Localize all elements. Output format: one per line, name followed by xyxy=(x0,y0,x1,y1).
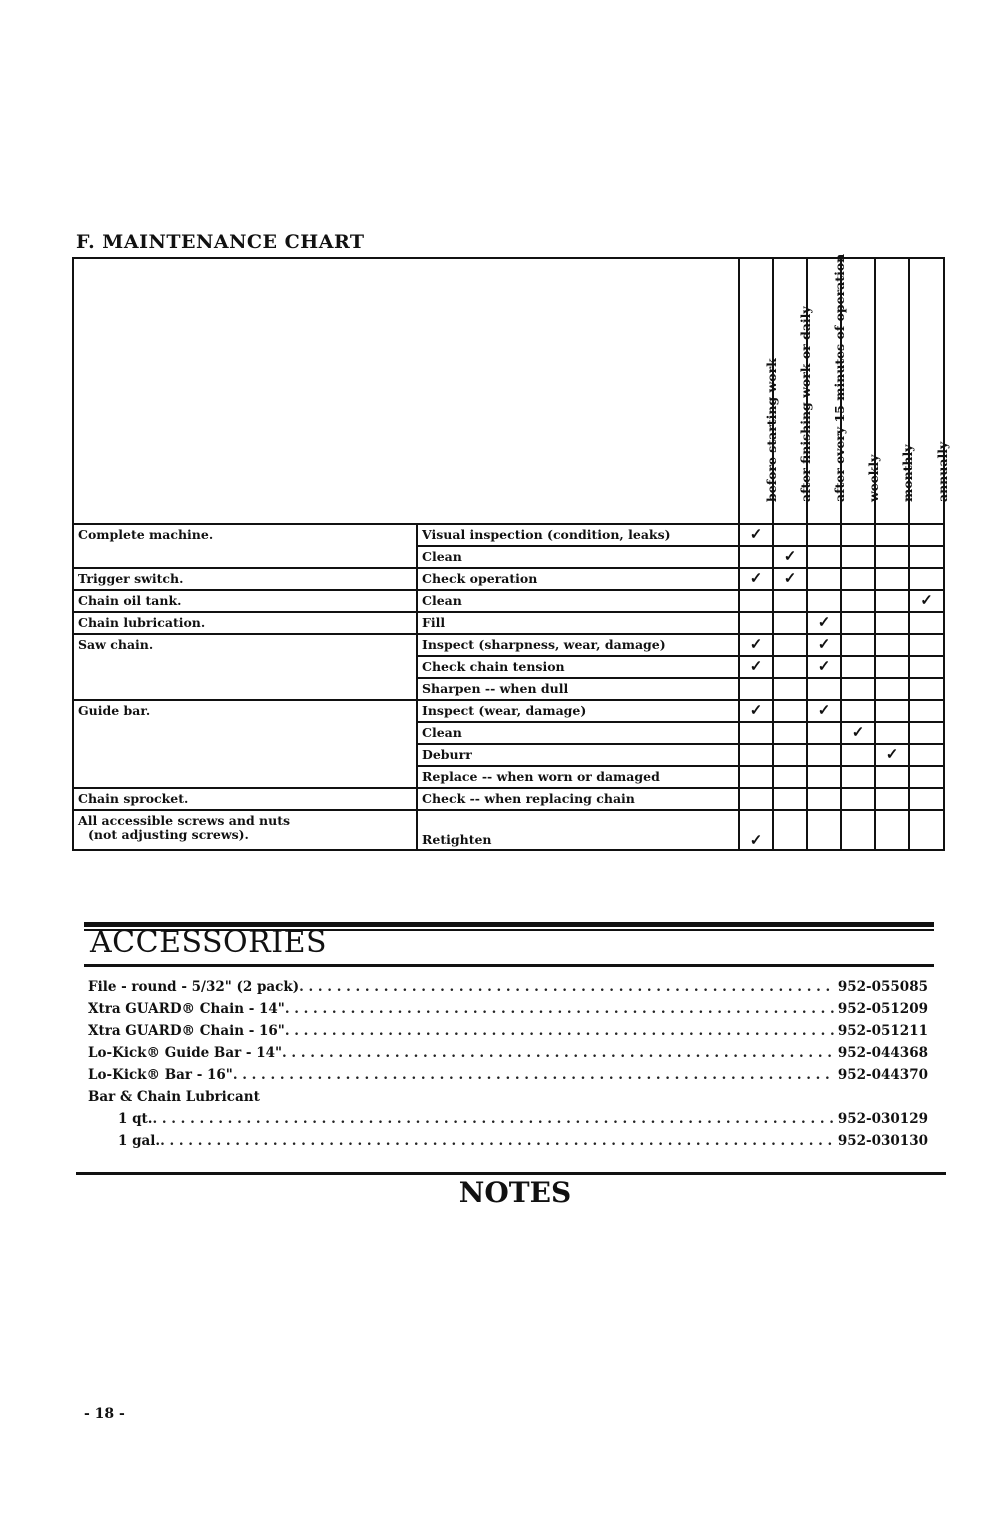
check-cell xyxy=(909,612,944,634)
check-cell xyxy=(739,612,773,634)
check-cell xyxy=(841,524,875,546)
check-cell xyxy=(875,634,909,656)
interval-header: after every 15 minutes of operation xyxy=(807,258,841,524)
check-mark-icon: ✓ xyxy=(739,524,773,546)
check-cell xyxy=(909,656,944,678)
check-cell xyxy=(773,788,807,810)
action-cell: Inspect (wear, damage) xyxy=(417,700,739,722)
check-cell xyxy=(841,590,875,612)
maintenance-row xyxy=(73,568,944,590)
check-cell xyxy=(739,788,773,810)
action-cell: Check -- when replacing chain xyxy=(417,788,739,810)
interval-header-row xyxy=(73,258,944,524)
check-cell xyxy=(773,612,807,634)
component-cell: All accessible screws and nuts (not adjusting screws). xyxy=(73,810,417,850)
interval-header: annually xyxy=(909,258,944,524)
action-cell: Retighten xyxy=(417,810,739,850)
check-cell xyxy=(773,700,807,722)
action-cell: Deburr xyxy=(417,744,739,766)
check-cell xyxy=(841,810,875,850)
component-cell: Chain oil tank. xyxy=(73,590,417,612)
check-cell xyxy=(841,634,875,656)
maintenance-chart-title: F. MAINTENANCE CHART xyxy=(76,231,365,253)
check-mark-icon: ✓ xyxy=(841,722,875,744)
interval-header: before starting work xyxy=(739,258,773,524)
action-cell: Check operation xyxy=(417,568,739,590)
lubricant-heading: Bar & Chain Lubricant xyxy=(88,1089,260,1105)
maintenance-row xyxy=(73,788,944,810)
check-mark-icon: ✓ xyxy=(739,656,773,678)
accessory-row: Lo-Kick® Guide Bar - 14" . . . 952-044368 xyxy=(88,1042,928,1064)
check-mark-icon: ✓ xyxy=(807,612,841,634)
check-cell xyxy=(909,810,944,850)
check-cell xyxy=(807,722,841,744)
check-cell xyxy=(773,678,807,700)
check-cell xyxy=(807,546,841,568)
check-cell xyxy=(875,524,909,546)
check-cell xyxy=(875,788,909,810)
check-cell xyxy=(807,744,841,766)
check-cell xyxy=(773,634,807,656)
check-mark-icon: ✓ xyxy=(739,634,773,656)
notes-title: NOTES xyxy=(458,1176,572,1209)
check-cell xyxy=(875,656,909,678)
check-cell xyxy=(909,788,944,810)
check-cell xyxy=(739,744,773,766)
component-cell: Chain lubrication. xyxy=(73,612,417,634)
check-mark-icon: ✓ xyxy=(807,634,841,656)
check-cell xyxy=(773,722,807,744)
accessory-row: Lo-Kick® Bar - 16" . . . 952-044370 xyxy=(88,1064,928,1086)
action-cell: Visual inspection (condition, leaks) xyxy=(417,524,739,546)
action-cell: Replace -- when worn or damaged xyxy=(417,766,739,788)
check-cell xyxy=(841,612,875,634)
action-cell: Clean xyxy=(417,546,739,568)
check-cell xyxy=(875,678,909,700)
check-cell xyxy=(875,722,909,744)
component-cell: Chain sprocket. xyxy=(73,788,417,810)
header-blank-cell xyxy=(73,258,739,524)
page-number: - 18 - xyxy=(84,1406,125,1422)
check-cell xyxy=(909,568,944,590)
check-cell xyxy=(841,546,875,568)
check-cell xyxy=(875,568,909,590)
notes-top-rule xyxy=(76,1172,946,1175)
check-cell xyxy=(875,612,909,634)
check-cell xyxy=(875,766,909,788)
check-cell xyxy=(807,766,841,788)
check-mark-icon: ✓ xyxy=(773,568,807,590)
check-mark-icon: ✓ xyxy=(875,744,909,766)
check-cell xyxy=(807,568,841,590)
check-cell xyxy=(739,546,773,568)
check-cell xyxy=(841,656,875,678)
check-cell xyxy=(739,766,773,788)
maintenance-chart-table xyxy=(72,253,950,851)
check-cell xyxy=(773,656,807,678)
component-cell: Guide bar. xyxy=(73,700,417,788)
interval-header: monthly xyxy=(875,258,909,524)
check-cell xyxy=(773,810,807,850)
check-cell xyxy=(841,788,875,810)
check-cell xyxy=(773,590,807,612)
check-cell xyxy=(841,678,875,700)
check-cell xyxy=(739,678,773,700)
maintenance-row xyxy=(73,700,944,722)
check-cell xyxy=(909,722,944,744)
check-cell xyxy=(807,810,841,850)
check-cell xyxy=(841,568,875,590)
check-mark-icon: ✓ xyxy=(909,590,944,612)
component-cell: Complete machine. xyxy=(73,524,417,568)
action-cell: Inspect (sharpness, wear, damage) xyxy=(417,634,739,656)
accessory-row: Xtra GUARD® Chain - 16" . . . 952-051211 xyxy=(88,1020,928,1042)
action-cell: Clean xyxy=(417,722,739,744)
check-cell xyxy=(807,678,841,700)
check-cell xyxy=(875,700,909,722)
component-cell: Saw chain. xyxy=(73,634,417,700)
check-cell xyxy=(909,766,944,788)
accessories-title: ACCESSORIES xyxy=(90,925,328,960)
action-cell: Fill xyxy=(417,612,739,634)
check-cell xyxy=(841,700,875,722)
check-cell xyxy=(807,590,841,612)
accessory-row: 1 qt. . . . 952-030129 xyxy=(88,1108,928,1130)
check-cell xyxy=(807,524,841,546)
accessory-row: File - round - 5/32" (2 pack) . . . 952-055085 xyxy=(88,976,928,998)
check-cell xyxy=(773,744,807,766)
check-cell xyxy=(841,766,875,788)
check-cell xyxy=(909,634,944,656)
check-cell xyxy=(739,722,773,744)
maintenance-row xyxy=(73,590,944,612)
check-cell xyxy=(909,546,944,568)
component-cell: Trigger switch. xyxy=(73,568,417,590)
check-cell xyxy=(807,788,841,810)
check-mark-icon: ✓ xyxy=(739,568,773,590)
check-cell xyxy=(909,524,944,546)
maintenance-row xyxy=(73,634,944,656)
check-mark-icon: ✓ xyxy=(739,810,773,850)
check-cell xyxy=(909,700,944,722)
action-cell: Check chain tension xyxy=(417,656,739,678)
interval-header: weekly xyxy=(841,258,875,524)
check-cell xyxy=(909,678,944,700)
interval-header: after finishing work or daily xyxy=(773,258,807,524)
accessories-list xyxy=(88,976,928,1152)
check-cell xyxy=(875,590,909,612)
check-cell xyxy=(773,524,807,546)
check-mark-icon: ✓ xyxy=(739,700,773,722)
accessories-title-rule xyxy=(84,964,934,967)
check-cell xyxy=(739,590,773,612)
check-mark-icon: ✓ xyxy=(807,656,841,678)
check-cell xyxy=(875,810,909,850)
check-cell xyxy=(841,744,875,766)
check-mark-icon: ✓ xyxy=(807,700,841,722)
maintenance-row xyxy=(73,524,944,546)
check-cell xyxy=(875,546,909,568)
check-mark-icon: ✓ xyxy=(773,546,807,568)
action-cell: Sharpen -- when dull xyxy=(417,678,739,700)
check-cell xyxy=(773,766,807,788)
action-cell: Clean xyxy=(417,590,739,612)
maintenance-row xyxy=(73,810,944,850)
accessory-row: 1 gal. . . . 952-030130 xyxy=(88,1130,928,1152)
check-cell xyxy=(909,744,944,766)
maintenance-row xyxy=(73,612,944,634)
accessory-row: Xtra GUARD® Chain - 14" . . . 952-051209 xyxy=(88,998,928,1020)
